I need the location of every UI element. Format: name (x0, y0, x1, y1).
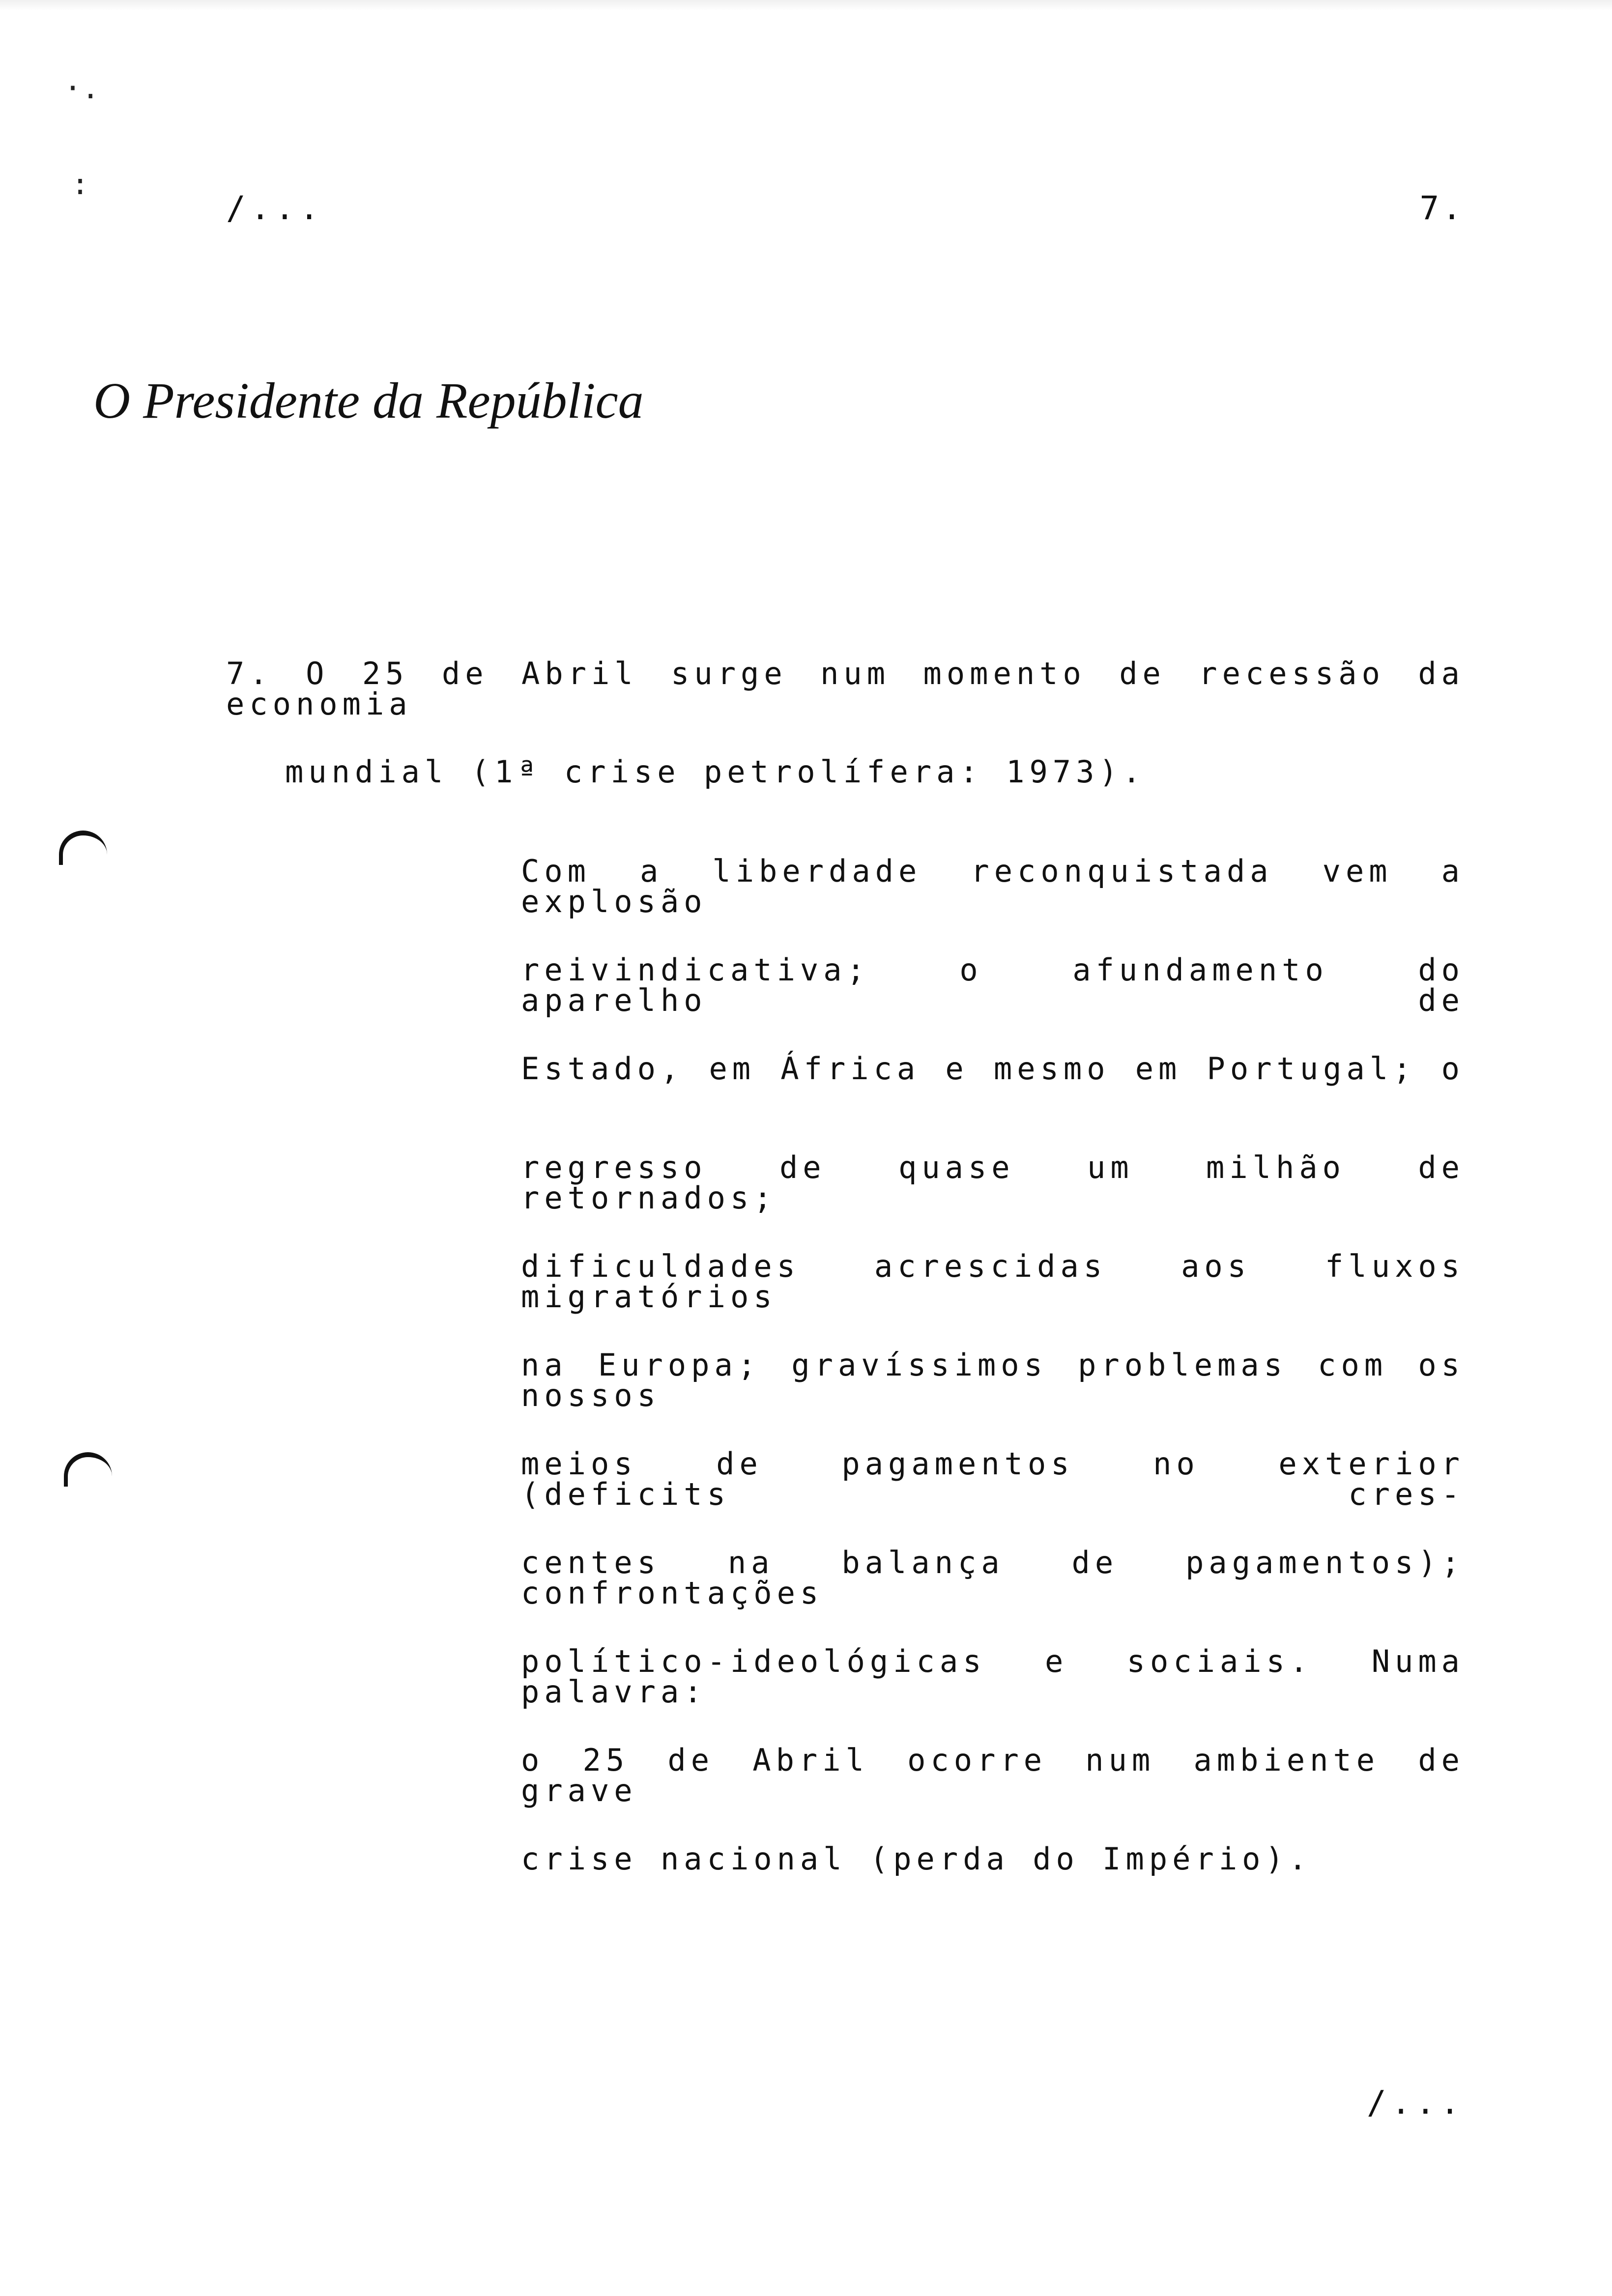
body-line: meios de pagamentos no exterior (deficits cres- (521, 1446, 1465, 1512)
punch-hole-mark (64, 1452, 112, 1487)
punch-hole-mark (59, 831, 107, 865)
body-line: mundial (1ª crise petrolífera: 1973). (285, 754, 1146, 790)
body-line: o 25 de Abril ocorre num ambiente de grave (521, 1742, 1465, 1808)
letterhead-text: O Presidente da República (93, 373, 644, 429)
body-line: regresso de quase um milhão de retornados; (521, 1149, 1465, 1216)
scan-edge-shadow (0, 0, 1612, 11)
body-line: centes na balança de pagamentos); confrontações (521, 1545, 1465, 1611)
body-line: Estado, em África e mesmo em Portugal; o (521, 1051, 1465, 1087)
continuation-mark-top: /... (226, 189, 324, 227)
body-line: político-ideológicas e sociais. Numa palavra: (521, 1643, 1465, 1710)
continuation-mark-bottom: /... (1367, 2084, 1465, 2122)
body-line: Com a liberdade reconquistada vem a explosão (521, 853, 1465, 919)
body-line: na Europa; gravíssimos problemas com os nossos (521, 1347, 1465, 1413)
letterhead (88, 364, 688, 447)
scan-speck: ·. (64, 71, 100, 106)
letterhead-script (88, 364, 688, 447)
page-number: 7. (1419, 189, 1465, 227)
body-line: 7. O 25 de Abril surge num momento de recessão da economia (226, 656, 1465, 722)
body-line: dificuldades acrescidas aos fluxos migratórios (521, 1248, 1465, 1315)
body-line: reivindicativa; o afundamento do aparelho de (521, 952, 1465, 1018)
scan-speck: : (71, 167, 89, 201)
body-line: crise nacional (perda do Império). (521, 1841, 1312, 1877)
